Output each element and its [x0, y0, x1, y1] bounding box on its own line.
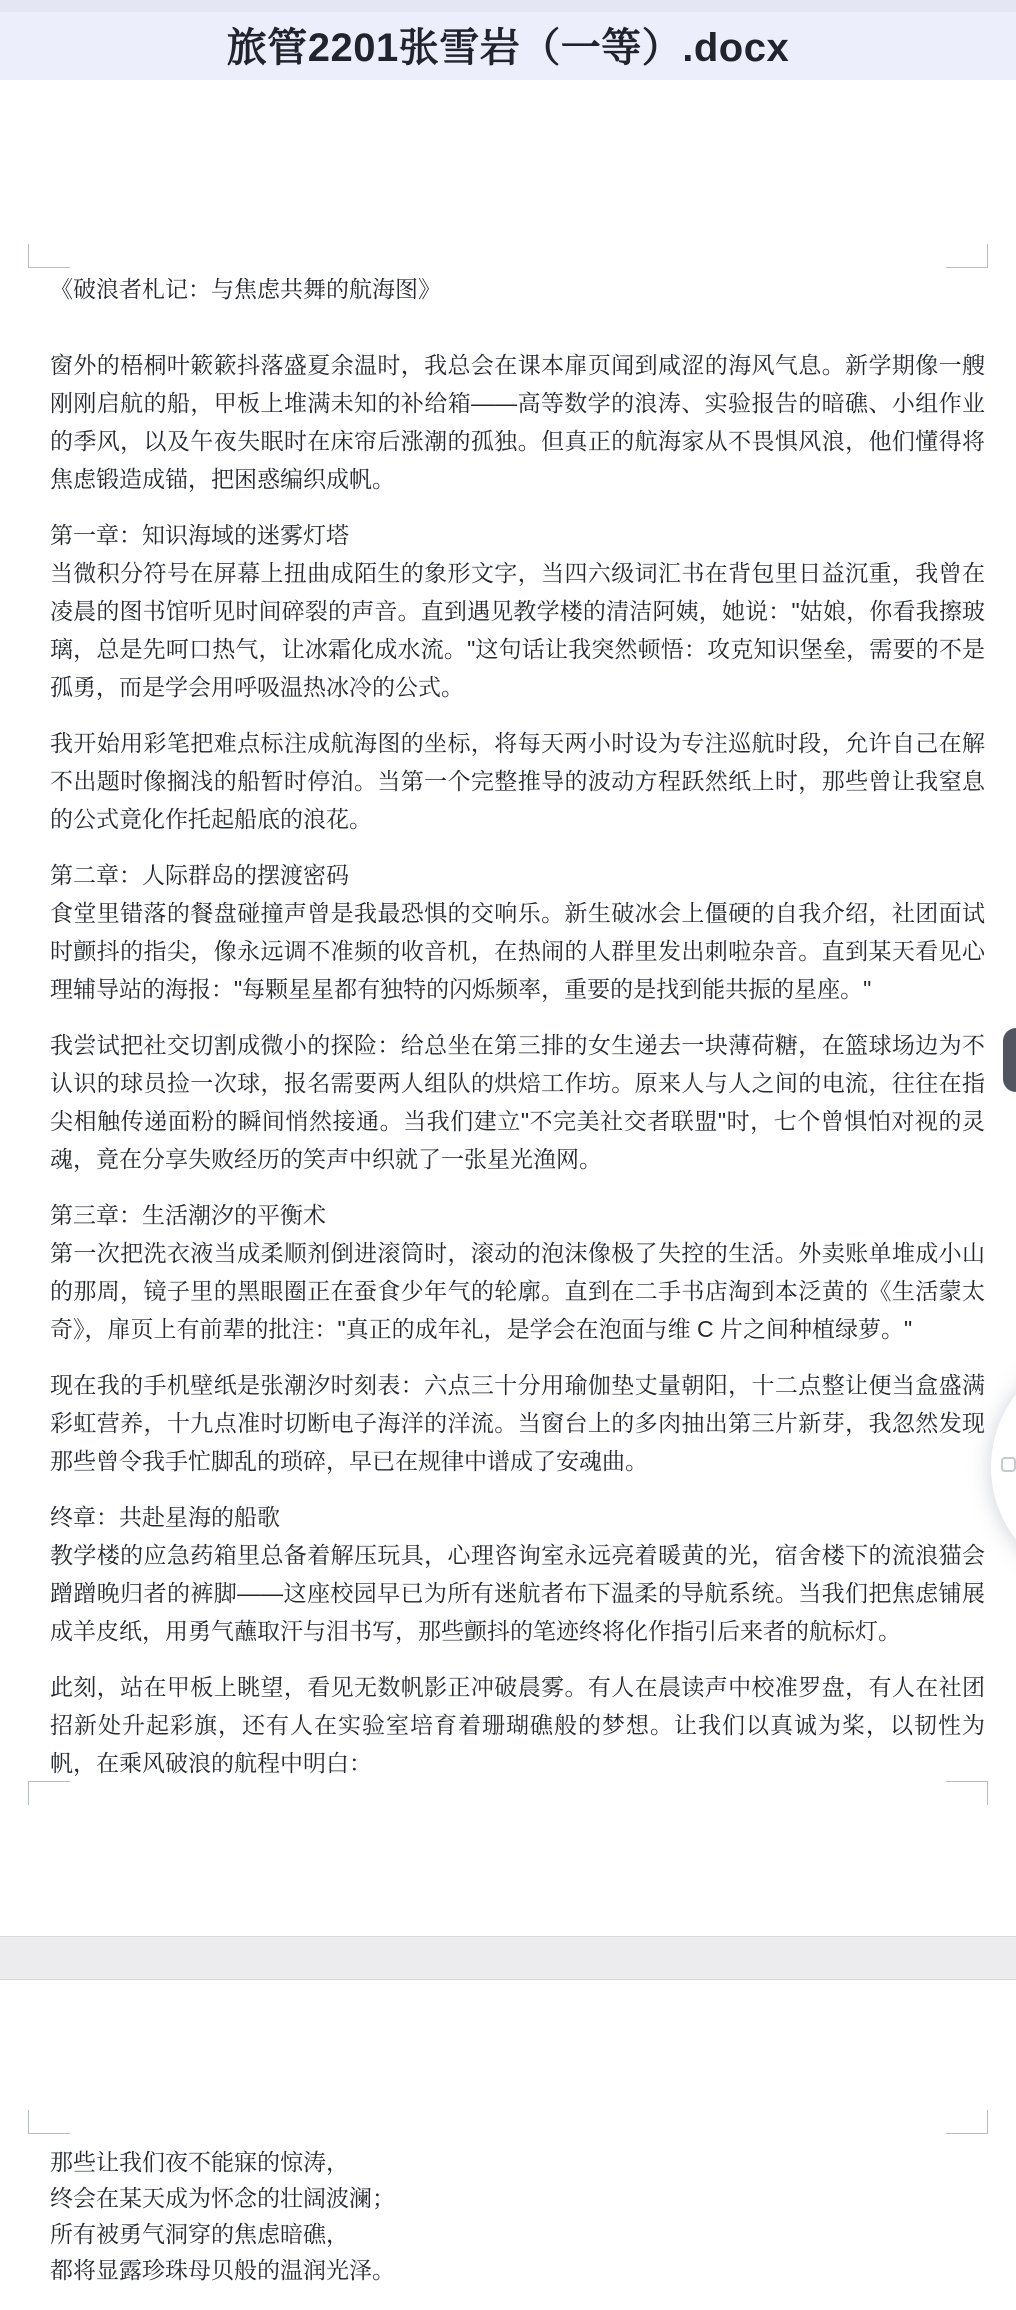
scroll-indicator[interactable] [1003, 1028, 1016, 1092]
document-body [50, 270, 985, 1800]
page-separator [0, 1936, 1016, 1980]
margin-corner-mark-top-right [946, 244, 988, 268]
poem-line: 那些让我们夜不能寐的惊涛， [50, 2149, 349, 2175]
chapter-heading: 第三章：生活潮汐的平衡术 [50, 1202, 326, 1228]
chapter-heading: 终章：共赴星海的船歌 [50, 1504, 280, 1530]
chapter-heading: 第一章：知识海域的迷雾灯塔 [50, 522, 349, 548]
doc-paragraph: 当微积分符号在屏幕上扭曲成陌生的象形文字，当四六级词汇书在背包里日益沉重，我曾在凌晨的图书馆听见时间碎裂的声音。直到遇见教学楼的清洁阿姨，她说："姑娘，你看我擦玻璃，总是先呵口热气，让冰霜化成水流。"这句话让我突然顿悟：攻克知识堡垒，需要的不是孤勇，而是学会用呼吸温热冰冷的公式。 [50, 560, 985, 700]
title-bar-top-strip [0, 0, 1016, 12]
doc-paragraph: 食堂里错落的餐盘碰撞声曾是我最恐惧的交响乐。新生破冰会上僵硬的自我介绍，社团面试时颤抖的指尖，像永远调不准频的收音机，在热闹的人群里发出刺啦杂音。直到某天看见心理辅导站的海报："每颗星星都有独特的闪烁频率，重要的是找到能共振的星座。" [50, 900, 985, 1002]
poem-line: 所有被勇气洞穿的焦虑暗礁， [50, 2221, 349, 2247]
doc-paragraph: 我开始用彩笔把难点标注成航海图的坐标，将每天两小时设为专注巡航时段，允许自己在解不出题时像搁浅的船暂时停泊。当第一个完整推导的波动方程跃然纸上时，那些曾让我窒息的公式竟化作托起船底的浪花。 [50, 730, 985, 832]
poem-line: 都将显露珍珠母贝般的温润光泽。 [50, 2257, 395, 2283]
file-name: 旅管2201张雪岩（一等）.docx [226, 26, 790, 70]
poem-block [50, 2144, 985, 2288]
doc-paragraph: 此刻，站在甲板上眺望，看见无数帆影正冲破晨雾。有人在晨读声中校准罗盘，有人在社团招新处升起彩旗，还有人在实验室培育着珊瑚礁般的梦想。让我们以真诚为桨，以韧性为帆，在乘风破浪的航程中明白： [50, 1674, 985, 1776]
margin-corner-mark-top-right [946, 2110, 988, 2134]
doc-paragraph: 现在我的手机壁纸是张潮汐时刻表：六点三十分用瑜伽垫丈量朝阳，十二点整让便当盒盛满彩虹营养，十九点准时切断电子海洋的洋流。当窗台上的多肉抽出第三片新芽，我忽然发现那些曾令我手忙脚乱的琐碎，早已在规律中谱成了安魂曲。 [50, 1372, 985, 1474]
poem-line: 终会在某天成为怀念的壮阔波澜； [50, 2185, 395, 2211]
doc-paragraph: 窗外的梧桐叶簌簌抖落盛夏余温时，我总会在课本扉页闻到咸涩的海风气息。新学期像一艘刚刚启航的船，甲板上堆满未知的补给箱——高等数学的浪涛、实验报告的暗礁、小组作业的季风，以及午夜失眠时在床帘后涨潮的孤独。但真正的航海家从不畏惧风浪，他们懂得将焦虑锻造成锚，把困惑编织成帆。 [50, 352, 985, 492]
doc-paragraph: 第一次把洗衣液当成柔顺剂倒进滚筒时，滚动的泡沫像极了失控的生活。外卖账单堆成小山的那周，镜子里的黑眼圈正在蚕食少年气的轮廓。直到在二手书店淘到本泛黄的《生活蒙太奇》，扉页上有前辈的批注："真正的成年礼，是学会在泡面与维 C 片之间种植绿萝。" [50, 1240, 985, 1342]
floating-button-icon [1001, 1457, 1016, 1472]
margin-corner-mark-top-left [28, 244, 70, 268]
margin-corner-mark-top-left [28, 2110, 70, 2134]
floating-button[interactable] [991, 1349, 1016, 1585]
essay-title: 《破浪者札记：与焦虑共舞的航海图》 [50, 276, 441, 302]
doc-paragraph: 教学楼的应急药箱里总备着解压玩具，心理咨询室永远亮着暖黄的光，宿舍楼下的流浪猫会蹭蹭晚归者的裤脚——这座校园早已为所有迷航者布下温柔的导航系统。当我们把焦虑铺展成羊皮纸，用勇气蘸取汗与泪书写，那些颤抖的笔迹终将化作指引后来者的航标灯。 [50, 1542, 985, 1644]
document-title-bar [0, 0, 1016, 80]
chapter-heading: 第二章：人际群岛的摆渡密码 [50, 862, 349, 888]
doc-paragraph: 我尝试把社交切割成微小的探险：给总坐在第三排的女生递去一块薄荷糖，在篮球场边为不认识的球员捡一次球，报名需要两人组队的烘焙工作坊。原来人与人之间的电流，往往在指尖相触传递面粉的瞬间悄然接通。当我们建立"不完美社交者联盟"时，七个曾惧怕对视的灵魂，竟在分享失败经历的笑声中织就了一张星光渔网。 [50, 1032, 985, 1172]
